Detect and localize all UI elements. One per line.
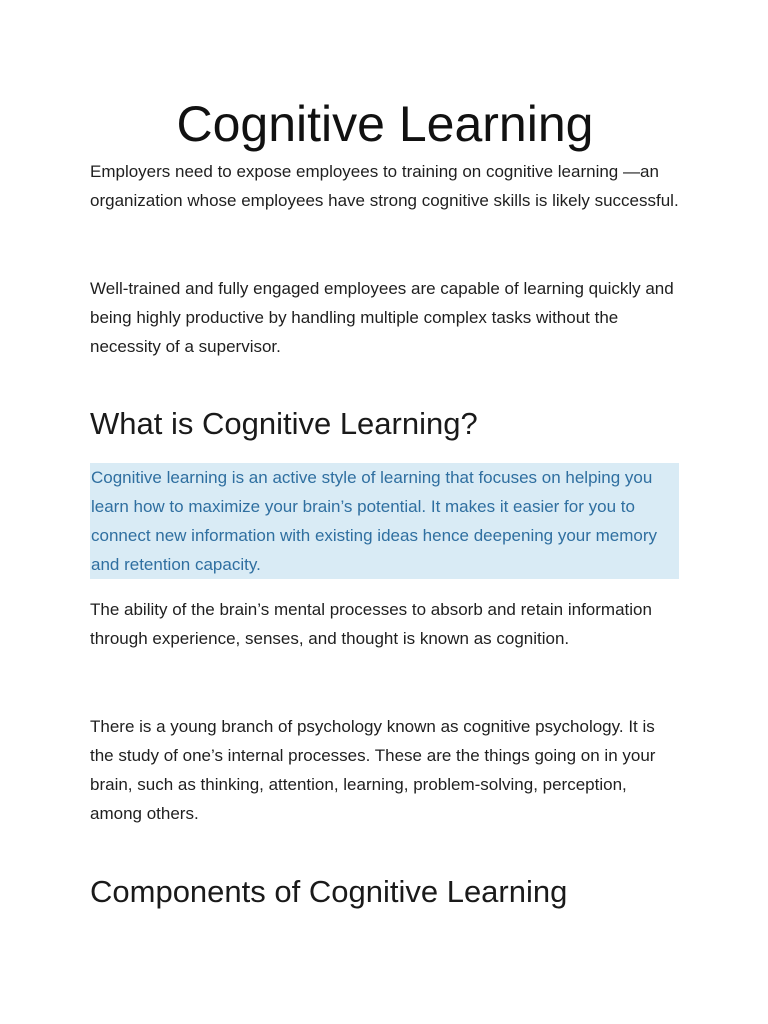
components-heading: Components of Cognitive Learning — [90, 874, 568, 909]
psychology-paragraph: There is a young branch of psychology known as cognitive psychology. It is the study of one’s internal processes. These are the things going on in your brain, such as thinking, attention, learning, problem-solving, perception, among others. — [90, 717, 656, 823]
highlighted-definition-paragraph: Cognitive learning is an active style of learning that focuses on helping you learn how to maximize your brain’s potential. It makes it easier for you to connect new information with existing ideas hence deepening your memory and retention capacity. — [90, 463, 679, 579]
page-title: Cognitive Learning — [176, 96, 594, 152]
engaged-employees-paragraph: Well-trained and fully engaged employees are capable of learning quickly and being highly productive by handling multiple complex tasks without the necessity of a supervisor. — [90, 279, 674, 356]
what-is-heading: What is Cognitive Learning? — [90, 406, 478, 441]
cognition-paragraph: The ability of the brain’s mental processes to absorb and retain information through experience, senses, and thought is known as cognition. — [90, 600, 652, 648]
intro-paragraph: Employers need to expose employees to training on cognitive learning —an organization whose employees have strong cognitive skills is likely successful. — [90, 162, 679, 210]
